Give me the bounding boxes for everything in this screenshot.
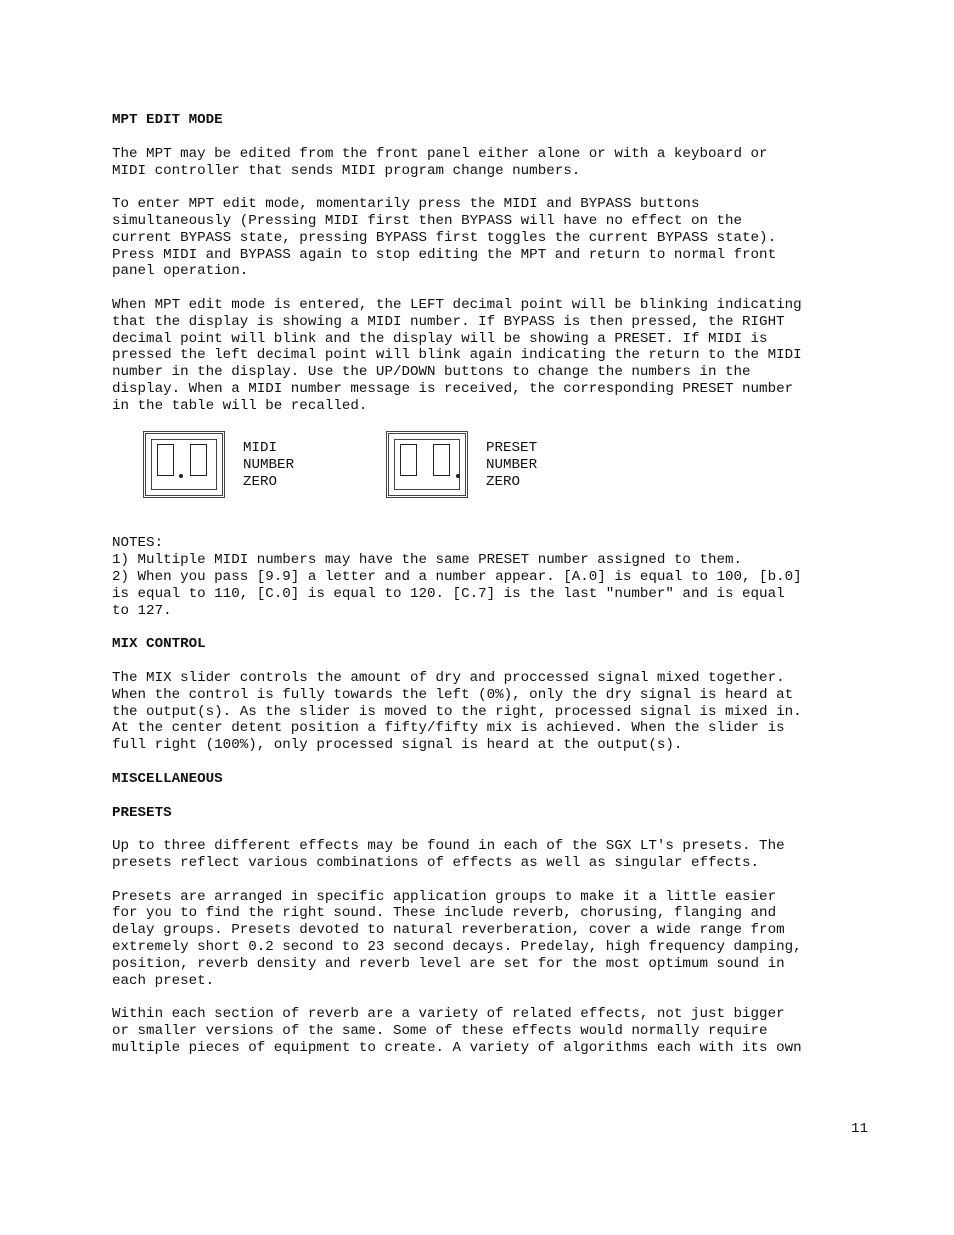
text-line: panel operation. <box>112 263 249 280</box>
preset-display-label <box>486 440 537 490</box>
text-line: position, reverb density and reverb level are set for the most optimum sound in <box>112 955 785 972</box>
text-line: for you to find the right sound. These include reverb, chorusing, flanging and <box>112 905 777 922</box>
label-line: ZERO <box>486 473 521 490</box>
text-line: To enter MPT edit mode, momentarily press the MIDI and BYPASS buttons <box>112 196 700 213</box>
text-line: current BYPASS state, pressing BYPASS first toggles the current BYPASS state). <box>112 229 777 246</box>
display-figure <box>112 431 882 503</box>
text-line: When MPT edit mode is entered, the LEFT decimal point will be blinking indicating <box>112 296 802 313</box>
text-line: delay groups. Presets devoted to natural reverberation, cover a wide range from <box>112 922 785 939</box>
page-number: 11 <box>850 1121 868 1137</box>
text-line: Presets are arranged in specific application groups to make it a little easier <box>112 888 777 905</box>
midi-display-label <box>243 440 294 490</box>
seven-segment-digit <box>190 444 207 476</box>
note-line: to 127. <box>112 602 172 619</box>
text-line: Press MIDI and BYPASS again to stop editing the MPT and return to normal front <box>112 246 777 263</box>
preset-display-diagram <box>386 431 468 498</box>
seven-segment-digit <box>433 444 450 476</box>
text-line: that the display is showing a MIDI number. If BYPASS is then pressed, the RIGHT <box>112 313 785 330</box>
text-line: simultaneously (Pressing MIDI first then BYPASS will have no effect on the <box>112 212 743 229</box>
label-line: NUMBER <box>486 457 538 474</box>
seven-segment-digit <box>400 444 417 476</box>
text-line: Up to three different effects may be found in each of the SGX LT's presets. The <box>112 838 785 855</box>
notes-block <box>112 535 882 619</box>
text-line: multiple pieces of equipment to create. A variety of algorithms each with its own <box>112 1039 802 1056</box>
text-line: The MIX slider controls the amount of dry and proccessed signal mixed together. <box>112 669 785 686</box>
text-line: presets reflect various combinations of effects as well as singular effects. <box>112 855 760 872</box>
label-line: MIDI <box>243 440 278 457</box>
mix-paragraph-1 <box>112 670 882 754</box>
label-line: NUMBER <box>243 457 295 474</box>
text-line: display. When a MIDI number message is received, the corresponding PRESET number <box>112 380 794 397</box>
text-line: each preset. <box>112 972 215 989</box>
text-line: MIDI controller that sends MIDI program change numbers. <box>112 162 581 179</box>
heading-mix-control: MIX CONTROL <box>112 636 206 653</box>
heading-miscellaneous: MISCELLANEOUS <box>112 770 223 787</box>
text-line: When the control is fully towards the left (0%), only the dry signal is heard at <box>112 686 794 703</box>
presets-paragraph-2 <box>112 889 882 990</box>
presets-paragraph-1 <box>112 838 882 872</box>
text-line: extremely short 0.2 second to 23 second decays. Predelay, high frequency damping, <box>112 939 802 956</box>
text-line: Within each section of reverb are a variety of related effects, not just bigger <box>112 1006 785 1023</box>
mpt-paragraph-3 <box>112 297 882 415</box>
manual-page <box>112 112 882 1073</box>
text-line: decimal point will blink and the display will be showing a PRESET. If MIDI is <box>112 330 768 347</box>
seven-segment-digit <box>157 444 174 476</box>
mpt-paragraph-1 <box>112 146 882 180</box>
presets-paragraph-3 <box>112 1006 882 1056</box>
text-line: the output(s). As the slider is moved to the right, processed signal is mixed in. <box>112 703 802 720</box>
text-line: full right (100%), only processed signal is heard at the output(s). <box>112 737 683 754</box>
heading-mpt-edit-mode: MPT EDIT MODE <box>112 112 223 128</box>
midi-display-diagram <box>143 431 225 498</box>
note-line: 1) Multiple MIDI numbers may have the same PRESET number assigned to them. <box>112 552 743 569</box>
notes-heading: NOTES: <box>112 535 164 552</box>
text-line: in the table will be recalled. <box>112 397 368 414</box>
text-line: At the center detent position a fifty/fifty mix is achieved. When the slider is <box>112 720 785 737</box>
note-line: is equal to 110, [C.0] is equal to 120. [C.7] is the last "number" and is equal <box>112 585 785 602</box>
text-line: pressed the left decimal point will blink again indicating the return to the MIDI <box>112 347 802 364</box>
mpt-paragraph-2 <box>112 196 882 280</box>
text-line: The MPT may be edited from the front panel either alone or with a keyboard or <box>112 145 768 162</box>
note-line: 2) When you pass [9.9] a letter and a number appear. [A.0] is equal to 100, [b.0] <box>112 568 802 585</box>
text-line: number in the display. Use the UP/DOWN buttons to change the numbers in the <box>112 364 751 381</box>
label-line: PRESET <box>486 440 538 457</box>
heading-presets: PRESETS <box>112 804 172 821</box>
label-line: ZERO <box>243 473 278 490</box>
text-line: or smaller versions of the same. Some of these effects would normally require <box>112 1023 768 1040</box>
